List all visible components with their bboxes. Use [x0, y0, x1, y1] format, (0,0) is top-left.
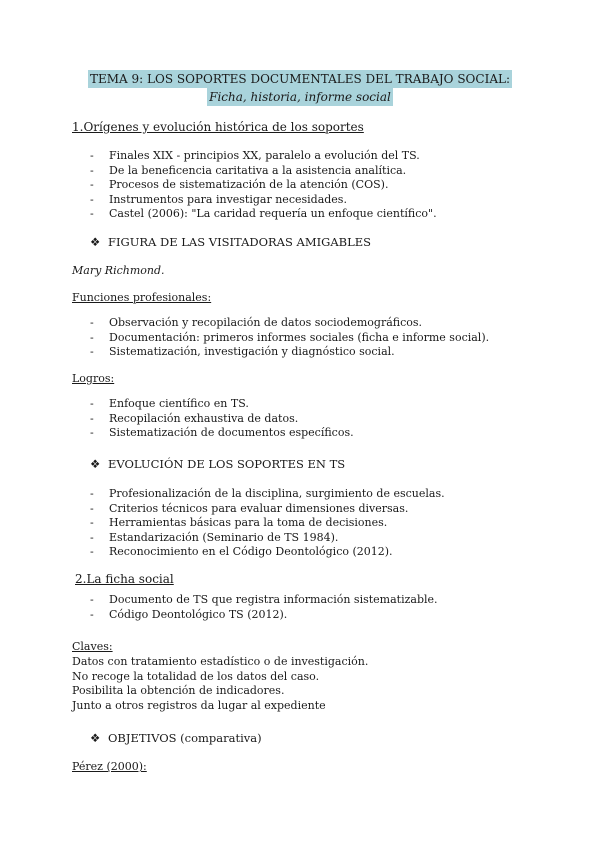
logros-label: Logros:: [72, 372, 115, 385]
list-item: - Documento de TS que registra información sistematizable.: [90, 593, 438, 608]
claves-label: Claves:: [72, 640, 113, 653]
logros-list: [90, 397, 354, 441]
list-item: - Reconocimiento en el Código Deontológico (2012).: [90, 545, 445, 560]
list-item: - Castel (2006): "La caridad requería un enfoque científico".: [90, 207, 437, 222]
document-title: TEMA 9: LOS SOPORTES DOCUMENTALES DEL TRABAJO SOCIAL:: [89, 72, 510, 86]
list-item: - Profesionalización de la disciplina, surgimiento de escuelas.: [90, 487, 445, 502]
funciones-label: Funciones profesionales:: [72, 291, 212, 304]
section-2-title: 2.La ficha social: [75, 572, 174, 586]
list-item: - Código Deontológico TS (2012).: [90, 608, 438, 623]
claves-line: No recoge la totalidad de los datos del caso.: [72, 669, 320, 683]
list-item: - De la beneficencia caritativa a la asistencia analítica.: [90, 164, 437, 179]
document-subtitle: Ficha, historia, informe social: [209, 90, 391, 104]
diamond-bullet-icon: ❖: [90, 235, 101, 249]
claves-line: Datos con tratamiento estadístico o de investigación.: [72, 655, 369, 668]
heading-visitadoras-label: FIGURA DE LAS VISITADORAS AMIGABLES: [108, 235, 372, 249]
list-item: - Instrumentos para investigar necesidades.: [90, 193, 437, 208]
heading-evolucion-label: EVOLUCIÓN DE LOS SOPORTES EN TS: [108, 457, 346, 471]
heading-visitadoras: [90, 235, 371, 250]
author-name: Mary Richmond.: [72, 264, 165, 277]
list-item: - Herramientas básicas para la toma de decisiones.: [90, 516, 445, 531]
heading-objetivos: [90, 731, 262, 746]
heading-evolucion: [90, 457, 345, 472]
list-item: - Procesos de sistematización de la atención (COS).: [90, 178, 437, 193]
list-item: - Estandarización (Seminario de TS 1984).: [90, 531, 445, 546]
diamond-bullet-icon: ❖: [90, 731, 101, 745]
claves-line: Junto a otros registros da lugar al expediente: [72, 698, 326, 712]
claves-line: Posibilita la obtención de indicadores.: [72, 684, 285, 697]
section-1-bullet-list: [90, 149, 437, 222]
section-2-bullet-list: [90, 593, 438, 622]
claves-lines: [72, 655, 368, 713]
diamond-bullet-icon: ❖: [90, 457, 101, 471]
section-1-title: 1.Orígenes y evolución histórica de los soportes: [72, 120, 364, 134]
list-item: - Sistematización de documentos específicos.: [90, 426, 354, 441]
list-item: - Criterios técnicos para evaluar dimensiones diversas.: [90, 502, 445, 517]
list-item: - Observación y recopilación de datos sociodemográficos.: [90, 316, 489, 331]
perez-label: Pérez (2000):: [72, 760, 147, 773]
list-item: - Enfoque científico en TS.: [90, 397, 354, 412]
document-title-block: [0, 70, 600, 106]
list-item: - Documentación: primeros informes sociales (ficha e informe social).: [90, 331, 489, 346]
list-item: - Sistematización, investigación y diagnóstico social.: [90, 345, 489, 360]
funciones-list: [90, 316, 489, 360]
evolucion-list: [90, 487, 445, 560]
list-item: - Recopilación exhaustiva de datos.: [90, 412, 354, 427]
list-item: - Finales XIX - principios XX, paralelo a evolución del TS.: [90, 149, 437, 164]
heading-objetivos-label: OBJETIVOS (comparativa): [108, 731, 262, 745]
